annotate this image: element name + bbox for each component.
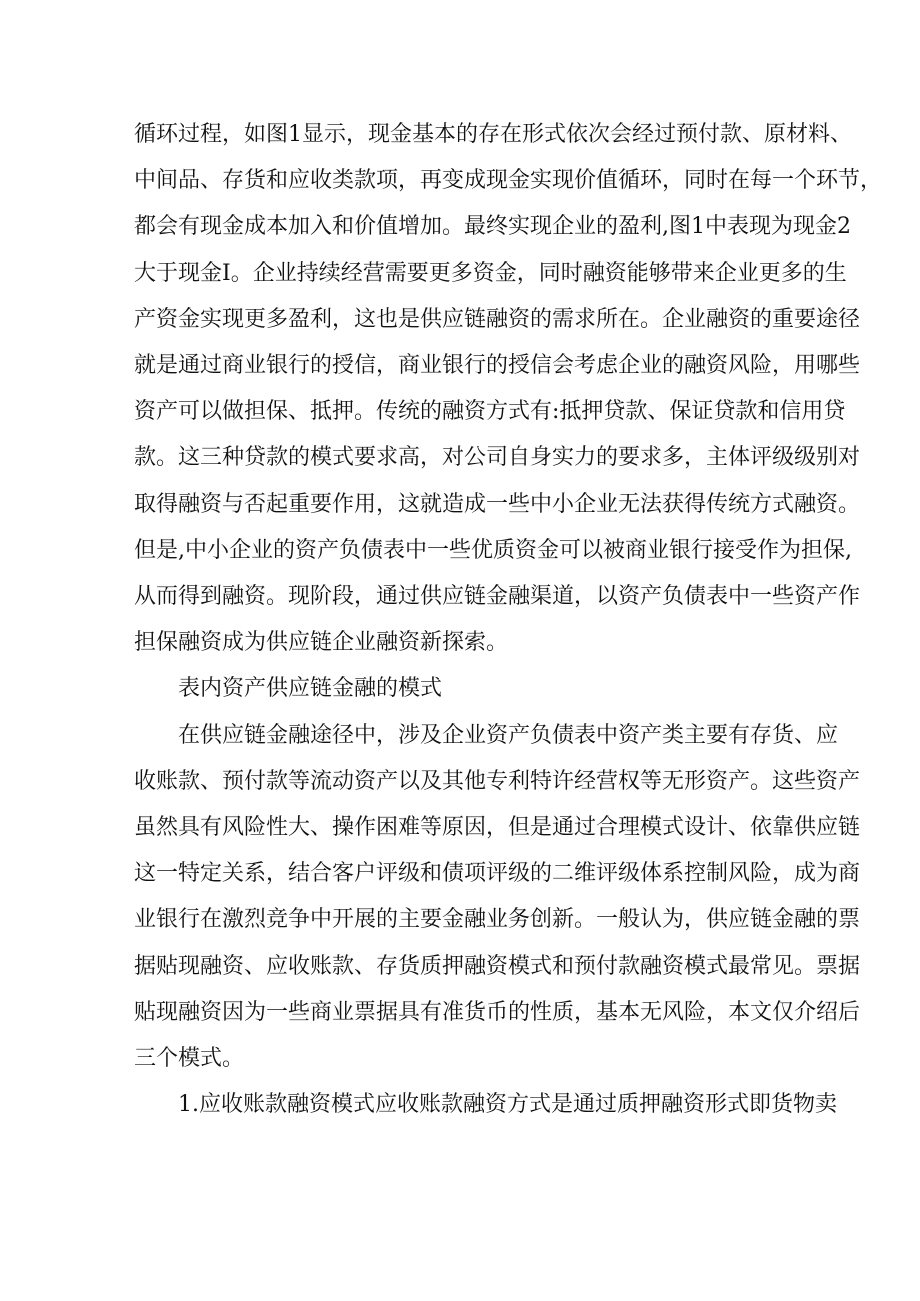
- text-line: 1.应收账款融资模式应收账款融资方式是通过质押融资形式即货物卖: [178, 1092, 837, 1118]
- text-line: 业银行在激烈竞争中开展的主要金融业务创新。一般认为，供应链金融的票: [134, 907, 861, 933]
- text-line: 款。这三种贷款的模式要求高，对公司自身实力的要求多，主体评级级别对: [134, 445, 861, 471]
- text-line: 在供应链金融途径中，涉及企业资产负债表中资产类主要有存货、应: [178, 722, 839, 748]
- text-line: 循环过程，如图1显示，现金基本的存在形式依次会经过预付款、原材料、: [134, 122, 852, 147]
- text-line: 资产可以做担保、抵押。传统的融资方式有:抵押贷款、保证贷款和信用贷: [134, 399, 846, 425]
- text-line: 大于现金I。企业持续经营需要更多资金，同时融资能够带来企业更多的生: [134, 260, 847, 286]
- paragraph-supply-chain-paths: [134, 713, 861, 1083]
- body-text: [134, 112, 883, 1128]
- text-line: 中间品、存货和应收类款项，再变成现金实现价值循环，同时在每一个环节，: [134, 168, 883, 194]
- text-line: 都会有现金成本加入和价值增加。最终实现企业的盈利,图1中表现为现金2: [134, 214, 851, 240]
- text-line: 收账款、预付款等流动资产以及其他专利特许经营权等无形资产。这些资产: [134, 768, 861, 794]
- text-line: 就是通过商业银行的授信，商业银行的授信会考虑企业的融资风险，用哪些: [134, 353, 861, 379]
- text-line: 取得融资与否起重要作用，这就造成一些中小企业无法获得传统方式融资。: [134, 491, 861, 517]
- heading-text: 表内资产供应链金融的模式: [178, 676, 443, 702]
- text-line: 贴现融资因为一些商业票据具有准货币的性质，基本无风险，本文仅介绍后: [134, 999, 861, 1025]
- text-line: 三个模式。: [134, 1046, 245, 1072]
- text-line: 这一特定关系，结合客户评级和债项评级的二维评级体系控制风险，成为商: [134, 861, 861, 887]
- text-line: 从而得到融资。现阶段，通过供应链金融渠道，以资产负债表中一些资产作: [134, 584, 861, 610]
- paragraph-receivables-model: [134, 1082, 837, 1128]
- text-line: 虽然具有风险性大、操作困难等原因，但是通过合理模式设计、依靠供应链: [134, 815, 861, 841]
- section-heading: [134, 666, 799, 712]
- text-line: 据贴现融资、应收账款、存货质押融资模式和预付款融资模式最常见。票据: [134, 953, 861, 979]
- text-line: 但是,中小企业的资产负债表中一些优质资金可以被商业银行接受作为担保,: [134, 537, 852, 563]
- text-line: 产资金实现更多盈利，这也是供应链融资的需求所在。企业融资的重要途径: [134, 306, 861, 332]
- paragraph-financing-cycle: [134, 112, 883, 666]
- text-line: 担保融资成为供应链企业融资新探索。: [134, 630, 509, 656]
